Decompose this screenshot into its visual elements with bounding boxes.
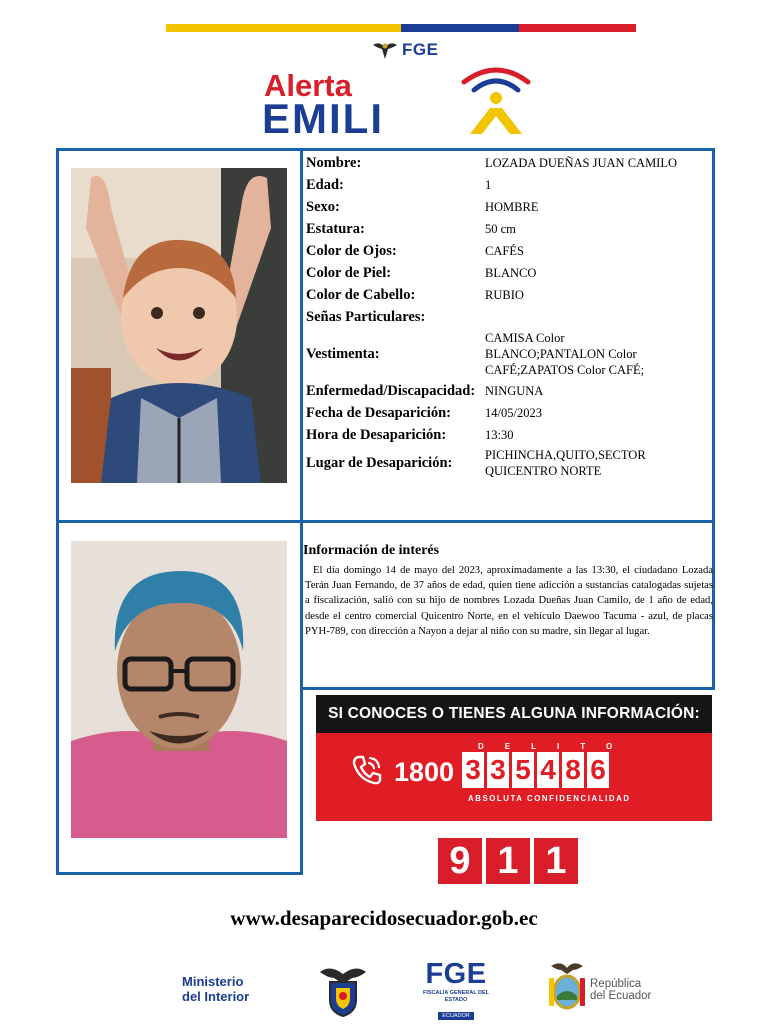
detail-row-senas <box>306 306 710 328</box>
alert-signal-icon <box>456 62 536 138</box>
alert-word: Alerta <box>264 68 352 103</box>
detail-label: Edad: <box>306 176 344 193</box>
police-emblem-icon <box>318 962 368 1018</box>
fge-top-logo <box>372 38 452 62</box>
emergency-digit: 1 <box>534 838 578 884</box>
ministerio-line1: Ministerio <box>182 974 244 989</box>
person-details <box>306 152 710 480</box>
detail-row-hora <box>306 424 710 446</box>
detail-label: Nombre: <box>306 154 362 171</box>
detail-row-ojos <box>306 240 710 262</box>
detail-value: BLANCO <box>485 266 537 280</box>
detail-row-cabello <box>306 284 710 306</box>
interest-text: El día domingo 14 de mayo del 2023, aproximadamente a las 13:30, el ciudadano Lozada Terán Juan Fernando, de 37 años de edad, quien tiene adicción a sustancias catalogadas sujetas a fiscalización, salió con su hijo de nombres Lozada Dueñas Juan Camilo, de 1 año de edad, desde el centro comercial Quicentro Norte, en el vehículo Daewoo Tacuma - azul, de placas PYH-789, con dirección a Nayon a dejar al niño con su madre, sin llegar al lugar. <box>305 565 713 637</box>
alert-name: EMILI <box>262 95 384 142</box>
detail-row-edad <box>306 174 710 196</box>
detail-row-lugar <box>306 446 710 480</box>
detail-label: Lugar de Desaparición: <box>306 454 453 471</box>
detail-row-sexo <box>306 196 710 218</box>
eagle-emblem-icon <box>372 39 398 61</box>
detail-label: Color de Cabello: <box>306 286 416 303</box>
child-photo <box>71 168 287 483</box>
adult-photo <box>71 541 287 838</box>
hotline-digit: 3 <box>487 752 509 788</box>
emergency-digit: 9 <box>438 838 482 884</box>
hotline-digits <box>462 752 609 788</box>
ministerio-logo <box>182 974 249 1004</box>
detail-value: RUBIO <box>485 288 524 302</box>
detail-label: Enfermedad/Discapacidad: <box>306 382 476 399</box>
interest-title: Información de interés <box>303 543 440 558</box>
flag-stripe <box>166 24 636 32</box>
fge-full-name: FISCALÍA GENERAL DEL ESTADO <box>422 990 489 1003</box>
republica-line2: del Ecuador <box>590 990 652 1002</box>
detail-row-nombre <box>306 152 710 174</box>
detail-label: Fecha de Desaparición: <box>306 404 451 421</box>
fge-top-label: FGE <box>402 40 439 59</box>
detail-value: 13:30 <box>485 428 514 442</box>
fge-bottom-label: FGE <box>425 958 487 990</box>
detail-label: Vestimenta: <box>306 345 380 362</box>
phone-icon <box>350 753 384 787</box>
detail-value: 14/05/2023 <box>485 406 542 420</box>
detail-value: 1 <box>485 178 492 192</box>
confidential-label: ABSOLUTA CONFIDENCIALIDAD <box>468 794 631 803</box>
detail-value: 50 cm <box>485 222 516 236</box>
website-url[interactable]: www.desaparecidosecuador.gob.ec <box>230 906 538 930</box>
detail-row-piel <box>306 262 710 284</box>
republica-logo <box>590 978 651 1002</box>
hotline-box <box>316 733 712 821</box>
fge-country: ECUADOR <box>438 1012 474 1020</box>
detail-row-enfermedad <box>306 380 710 402</box>
republica-line1: República <box>590 978 642 990</box>
emergency-number <box>438 838 578 884</box>
ecuador-coat-of-arms-icon <box>545 960 589 1012</box>
hotline-digit: 3 <box>462 752 484 788</box>
detail-value: HOMBRE <box>485 200 539 214</box>
detail-row-estatura <box>306 218 710 240</box>
hotline-digit: 6 <box>587 752 609 788</box>
detail-label: Color de Ojos: <box>306 242 397 259</box>
fge-bottom-logo <box>420 958 492 1022</box>
detail-value: NINGUNA <box>485 384 544 398</box>
detail-label: Hora de Desaparición: <box>306 426 447 443</box>
hotline-prefix: 1800 <box>394 757 455 787</box>
detail-label: Color de Piel: <box>306 264 392 281</box>
detail-value: CAFÉS <box>485 244 524 258</box>
hotline-digit: 8 <box>562 752 584 788</box>
detail-value: CAMISA Color BLANCO;PANTALON Color CAFÉ;ZAPATOS Color CAFÉ; <box>485 331 645 377</box>
detail-label: Señas Particulares: <box>306 308 426 325</box>
delito-label: DELITO <box>478 742 634 751</box>
hotline-digit: 4 <box>537 752 559 788</box>
detail-label: Estatura: <box>306 220 365 237</box>
emergency-digit: 1 <box>486 838 530 884</box>
info-banner: SI CONOCES O TIENES ALGUNA INFORMACIÓN: <box>316 695 712 733</box>
detail-label: Sexo: <box>306 198 340 215</box>
detail-row-fecha <box>306 402 710 424</box>
hotline-digit: 5 <box>512 752 534 788</box>
detail-value: PICHINCHA,QUITO,SECTOR QUICENTRO NORTE <box>485 448 646 478</box>
detail-row-vestimenta <box>306 328 710 380</box>
ministerio-line2: del Interior <box>182 989 250 1004</box>
detail-value: LOZADA DUEÑAS JUAN CAMILO <box>485 156 678 170</box>
